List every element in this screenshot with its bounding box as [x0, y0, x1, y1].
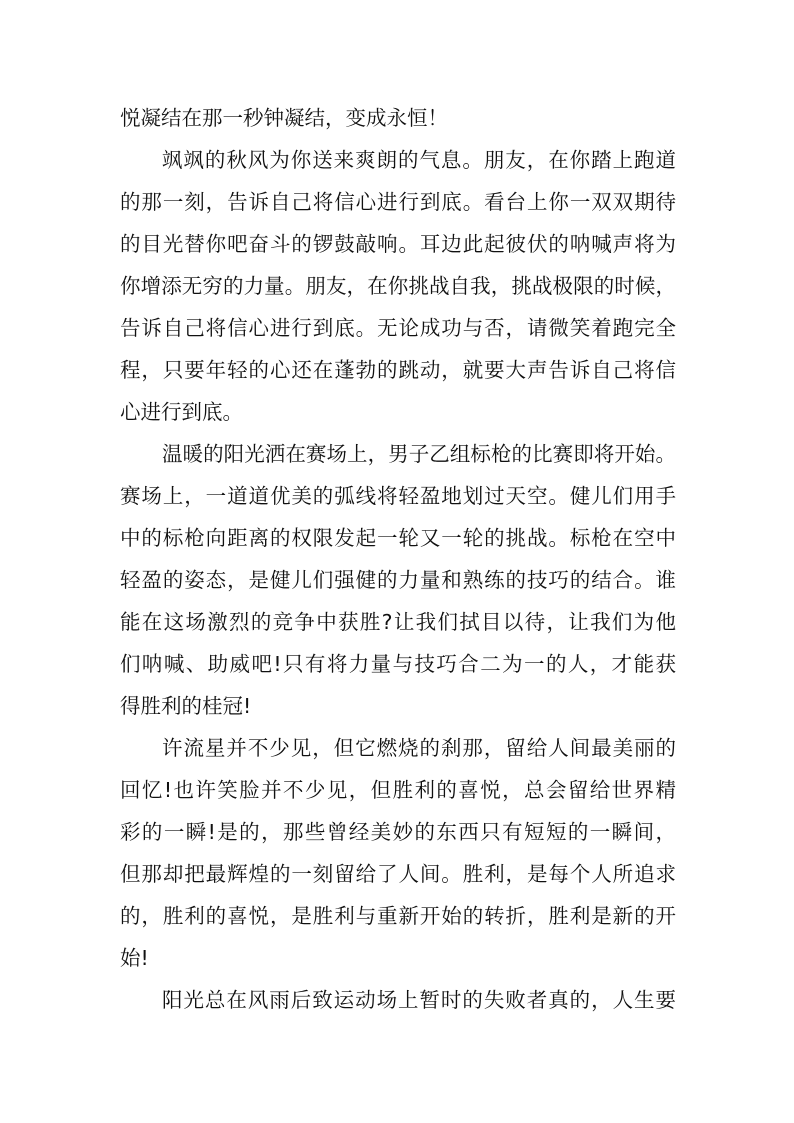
- paragraph-2-line-4: 你增添无穷的力量。朋友，在你挑战自我，挑战极限的时候，: [120, 274, 676, 298]
- paragraph-3-line-4: 轻盈的姿态，是健儿们强健的力量和熟练的技巧的结合。谁: [120, 568, 676, 592]
- paragraph-3-line-7: 得胜利的桂冠!: [120, 694, 252, 718]
- paragraph-2-line-1: 飒飒的秋风为你送来爽朗的气息。朋友，在你踏上跑道: [162, 148, 676, 172]
- paragraph-3-line-3: 中的标枪向距离的权限发起一轮又一轮的挑战。标枪在空中: [120, 526, 676, 550]
- paragraph-2-line-7: 心进行到底。: [120, 400, 243, 424]
- paragraph-4-line-5: 的，胜利的喜悦，是胜利与重新开始的转折，胜利是新的开: [120, 904, 676, 928]
- paragraph-3-line-5: 能在这场激烈的竞争中获胜?让我们拭目以待，让我们为他: [120, 610, 676, 634]
- paragraph-2-line-6: 程，只要年轻的心还在蓬勃的跳动，就要大声告诉自己将信: [120, 358, 676, 382]
- paragraph-3-line-2: 赛场上，一道道优美的弧线将轻盈地划过天空。健儿们用手: [120, 484, 676, 508]
- paragraph-2-line-5: 告诉自己将信心进行到底。无论成功与否，请微笑着跑完全: [120, 316, 676, 340]
- paragraph-4-line-1: 许流星并不少见，但它燃烧的刹那，留给人间最美丽的: [162, 736, 676, 760]
- paragraph-3-line-1: 温暖的阳光洒在赛场上，男子乙组标枪的比赛即将开始。: [162, 442, 676, 466]
- paragraph-4-line-6: 始!: [120, 946, 149, 970]
- paragraph-4-line-3: 彩的一瞬!是的，那些曾经美妙的东西只有短短的一瞬间，: [120, 820, 676, 844]
- paragraph-2-line-3: 的目光替你吧奋斗的锣鼓敲响。耳边此起彼伏的呐喊声将为: [120, 232, 676, 256]
- paragraph-2-line-2: 的那一刻，告诉自己将信心进行到底。看台上你一双双期待: [120, 190, 676, 214]
- paragraph-3-line-6: 们呐喊、助威吧!只有将力量与技巧合二为一的人，才能获: [120, 652, 676, 676]
- paragraph-4-line-4: 但那却把最辉煌的一刻留给了人间。胜利，是每个人所追求: [120, 862, 676, 886]
- paragraph-5-line-1: 阳光总在风雨后致运动场上暂时的失败者真的，人生要: [162, 988, 676, 1012]
- paragraph-1-line-1: 悦凝结在那一秒钟凝结，变成永恒！: [120, 106, 448, 130]
- paragraph-4-line-2: 回忆!也许笑脸并不少见，但胜利的喜悦，总会留给世界精: [120, 778, 676, 802]
